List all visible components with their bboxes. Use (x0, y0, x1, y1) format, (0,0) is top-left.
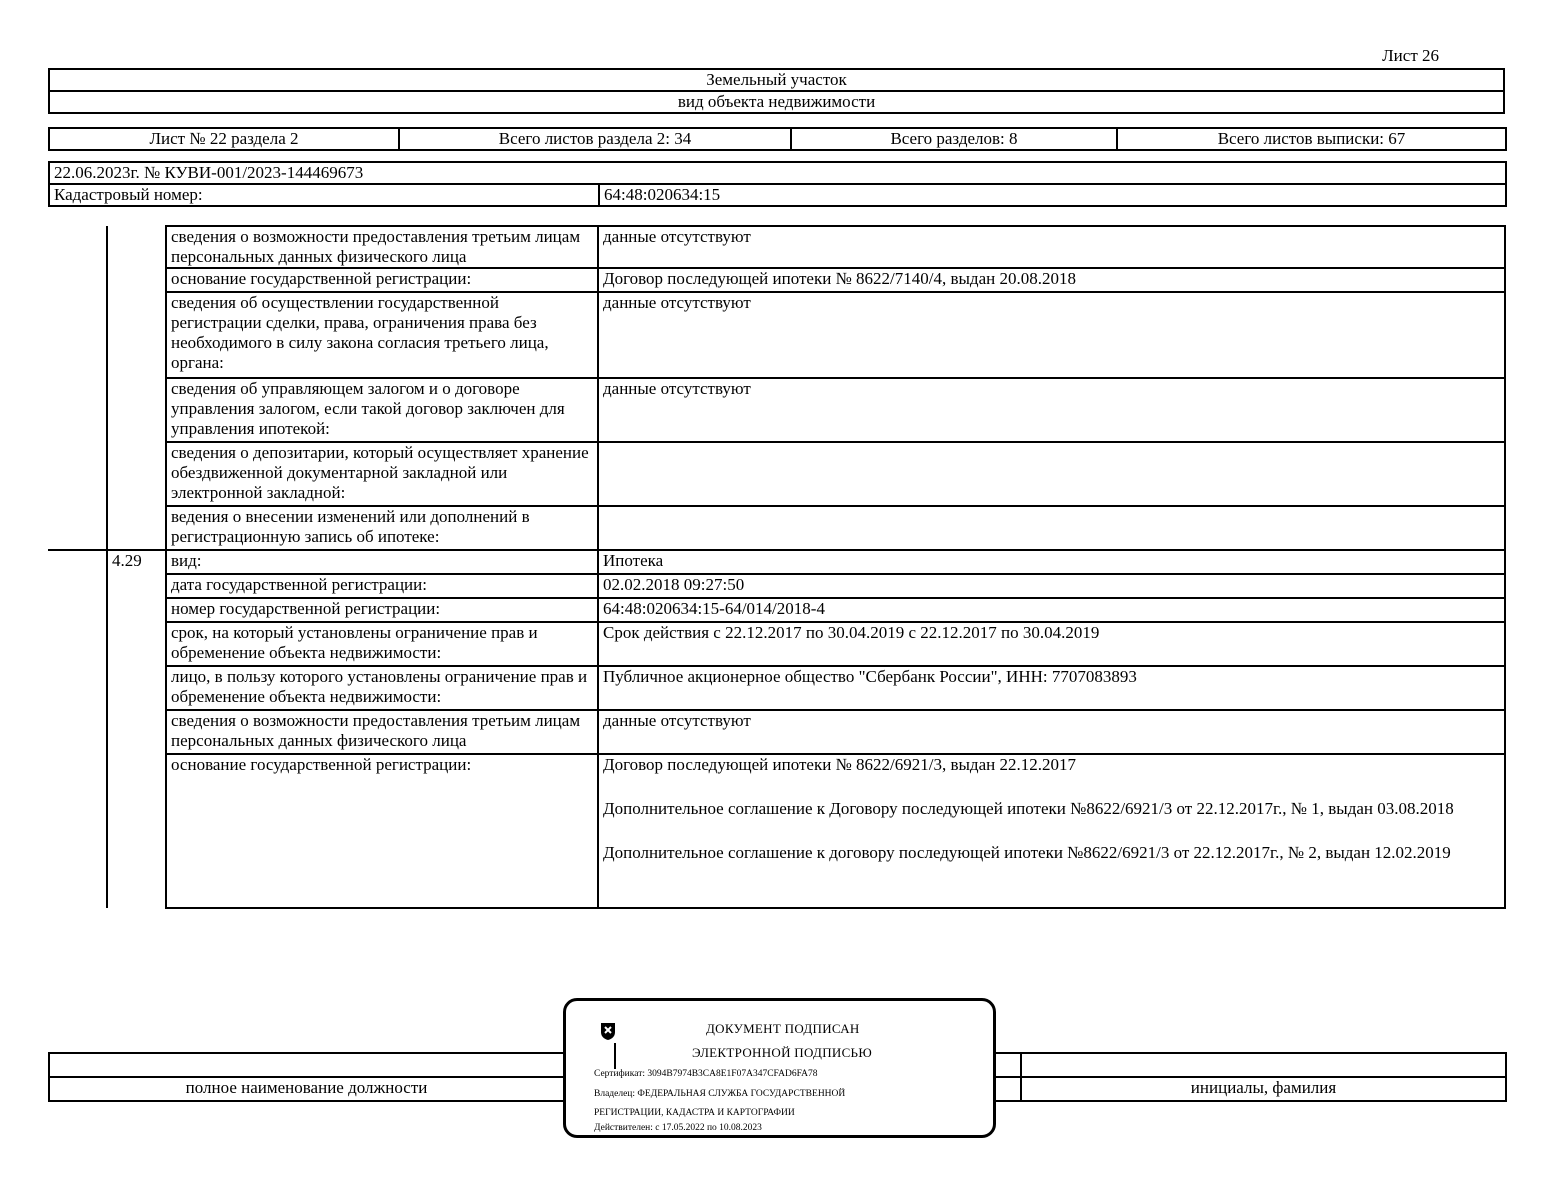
coat-of-arms-icon (598, 1019, 618, 1041)
row-label: срок, на который установлены ограничение прав и обременение объекта недвижимости: (166, 622, 598, 666)
row-label: сведения об осуществлении государственной регистрации сделки, права, ограничения права без необходимого в силу закона согласия третьего лица, органа: (166, 292, 598, 378)
object-type: Земельный участок (49, 69, 1504, 91)
row-value: данные отсутствуют (598, 292, 1505, 378)
sheet-number: Лист 26 (1382, 46, 1439, 65)
group-number: 4.29 (107, 550, 166, 574)
object-kind-label: вид объекта недвижимости (49, 91, 1504, 113)
table-row (48, 292, 1505, 378)
table-row (48, 710, 1505, 754)
row-value: 02.02.2018 09:27:50 (598, 574, 1505, 598)
row-label: сведения о возможности предоставления третьим лицам персональных данных физического лица (166, 710, 598, 754)
row-label: лицо, в пользу которого установлены ограничение прав и обременение объекта недвижимости: (166, 666, 598, 710)
row-label: ведения о внесении изменений или дополнений в регистрационную запись об ипотеке: (166, 506, 598, 550)
doc-date-number: 22.06.2023г. № КУВИ-001/2023-144469673 (49, 162, 1506, 184)
basis-document: Дополнительное соглашение к Договору последующей ипотеки №8622/6921/3 от 22.12.2017г., № 1, выдан 03.08.2018 (603, 799, 1454, 818)
row-value: Публичное акционерное общество "Сбербанк России", ИНН: 7707083893 (598, 666, 1505, 710)
table-row (48, 754, 1505, 908)
encumbrance-table (48, 225, 1506, 909)
stamp-certificate: Сертификат: 3094B7974B3CA8E1F07A347CFAD6FA78 (594, 1069, 818, 1079)
row-value: данные отсутствуют (598, 226, 1505, 268)
table-row (48, 506, 1505, 550)
position-label: полное наименование должности (49, 1077, 564, 1101)
table-row (48, 226, 1505, 268)
stamp-owner: Владелец: ФЕДЕРАЛЬНАЯ СЛУЖБА ГОСУДАРСТВЕННОЙ (594, 1089, 846, 1099)
table-row (48, 550, 1505, 574)
total-sections: Всего разделов: 8 (791, 128, 1117, 150)
row-value: Ипотека (598, 550, 1505, 574)
row-value: данные отсутствуют (598, 710, 1505, 754)
stamp-title-1: ДОКУМЕНТ ПОДПИСАН (706, 1021, 860, 1036)
row-value: Срок действия с 22.12.2017 по 30.04.2019 с 22.12.2017 по 30.04.2019 (598, 622, 1505, 666)
row-value (598, 754, 1505, 908)
row-label: сведения о возможности предоставления третьим лицам персональных данных физического лица (166, 226, 598, 268)
row-label: дата государственной регистрации: (166, 574, 598, 598)
table-row (48, 378, 1505, 442)
sheet-section: Лист № 22 раздела 2 (49, 128, 399, 150)
initials-label: инициалы, фамилия (1021, 1077, 1506, 1101)
object-header-table (48, 68, 1505, 114)
row-label: сведения о депозитарии, который осуществляет хранение обездвиженной документарной закладной или электронной закладной: (166, 442, 598, 506)
row-value (598, 442, 1505, 506)
table-row (48, 666, 1505, 710)
table-row (48, 622, 1505, 666)
total-extract-sheets: Всего листов выписки: 67 (1117, 128, 1506, 150)
stamp-owner-2: РЕГИСТРАЦИИ, КАДАСТРА И КАРТОГРАФИИ (594, 1108, 795, 1118)
electronic-signature-stamp (563, 998, 996, 1138)
cadastral-value: 64:48:020634:15 (599, 184, 1506, 206)
row-value: данные отсутствуют (598, 378, 1505, 442)
document-info-table (48, 161, 1507, 207)
row-value: 64:48:020634:15-64/014/2018-4 (598, 598, 1505, 622)
stamp-title-2: ЭЛЕКТРОННОЙ ПОДПИСЬЮ (692, 1045, 872, 1060)
row-value: Договор последующей ипотеки № 8622/7140/4, выдан 20.08.2018 (598, 268, 1505, 292)
basis-document: Дополнительное соглашение к договору последующей ипотеки №8622/6921/3 от 22.12.2017г., № 2, выдан 12.02.2019 (603, 843, 1451, 862)
row-label: вид: (166, 550, 598, 574)
table-row (48, 598, 1505, 622)
cadastral-label: Кадастровый номер: (49, 184, 599, 206)
row-label: основание государственной регистрации: (166, 754, 598, 908)
basis-document: Договор последующей ипотеки № 8622/6921/3, выдан 22.12.2017 (603, 755, 1076, 774)
table-row (48, 574, 1505, 598)
row-value (598, 506, 1505, 550)
stamp-valid: Действителен: с 17.05.2022 по 10.08.2023 (594, 1123, 762, 1133)
row-label: номер государственной регистрации: (166, 598, 598, 622)
table-row (48, 268, 1505, 292)
row-label: основание государственной регистрации: (166, 268, 598, 292)
total-section-sheets: Всего листов раздела 2: 34 (399, 128, 791, 150)
table-row (48, 442, 1505, 506)
sheets-info-table (48, 127, 1507, 151)
row-label: сведения об управляющем залогом и о договоре управления залогом, если такой договор заключен для управления ипотекой: (166, 378, 598, 442)
